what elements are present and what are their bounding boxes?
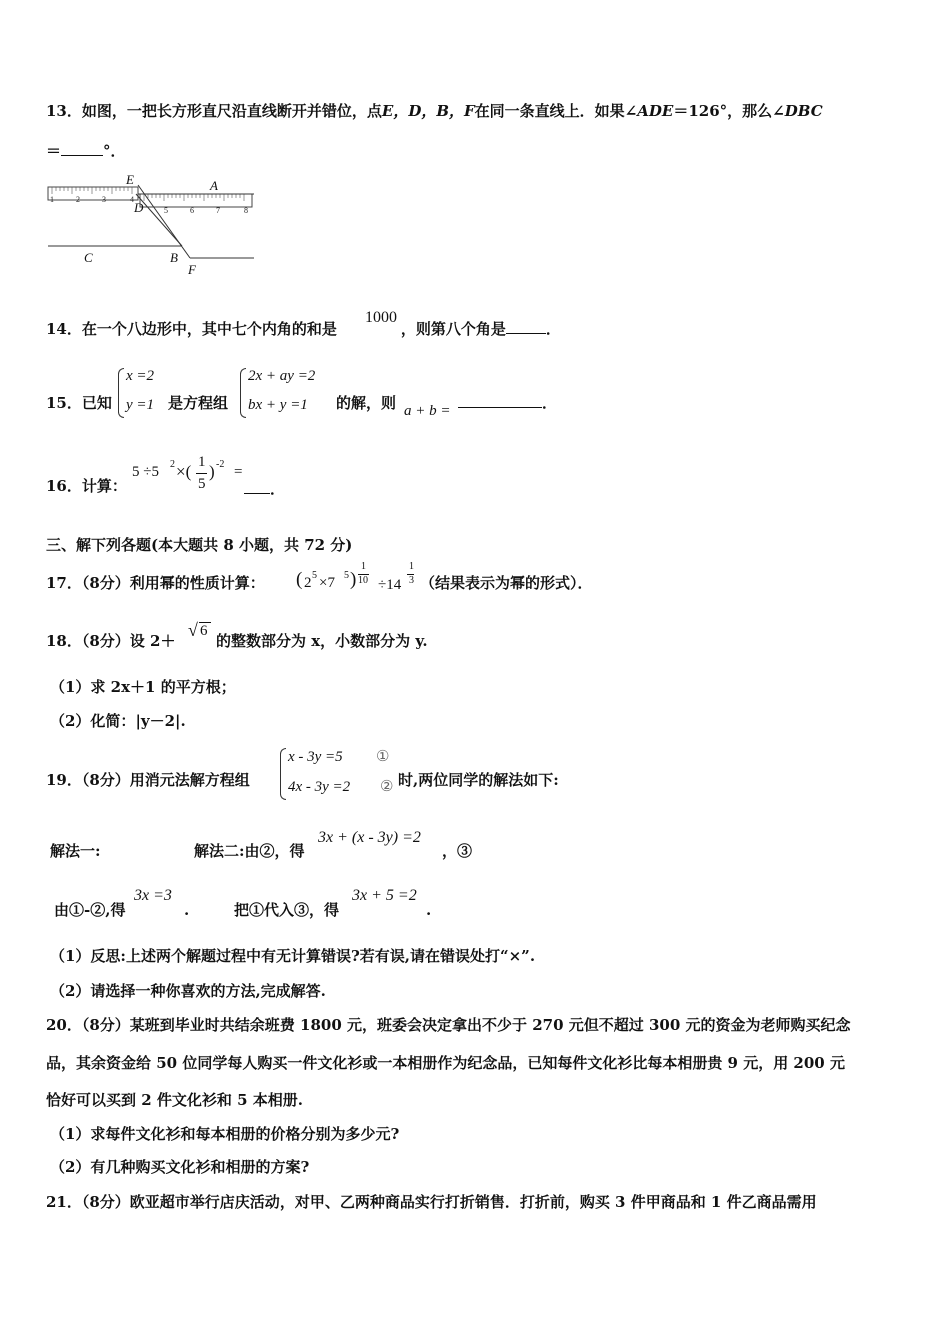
- ruler-figure: [44, 170, 260, 280]
- q17-outer-num: 1: [361, 561, 366, 572]
- q17-label: 17．（8分）利用幂的性质计算：: [46, 574, 265, 592]
- point-label-c: C: [84, 250, 93, 265]
- q17-exp2: 5: [344, 570, 349, 581]
- q17-outer-den: 10: [358, 575, 368, 586]
- tick-label: 3: [102, 195, 106, 204]
- q19-method2-tail: ，③: [442, 842, 473, 860]
- point-label-a: A: [210, 178, 218, 193]
- q16-expr-b: ×(: [176, 462, 192, 481]
- q20-line2: 品，其余资金给 50 位同学每人购买一件文化衫或一本相册作为纪念品，已知每件文化衫比每本相册贵 9 元，用 200 元: [46, 1054, 845, 1072]
- answer-blank: [506, 319, 546, 334]
- q21-line1: 21．（8分）欧亚超市举行店庆活动，对甲、乙两种商品实行打折销售．打折前，购买 3 件甲商品和 1 件乙商品需用: [46, 1193, 817, 1211]
- q19-circle2: ②: [380, 779, 394, 795]
- left-brace: [240, 368, 246, 418]
- point-label-d: D: [134, 200, 144, 215]
- q15-prefix: 15．已知: [46, 394, 112, 412]
- q16-expr-d: =: [234, 464, 243, 480]
- q19-step2: 把①代入③，得: [234, 901, 340, 919]
- q19-part2: （2）请选择一种你喜欢的方法,完成解答.: [50, 982, 326, 1000]
- q18-tail: 的整数部分为 x，小数部分为 y.: [216, 632, 428, 650]
- q17-exp1: 5: [312, 570, 317, 581]
- q15-expr: a + b =: [404, 403, 451, 419]
- left-brace: [280, 748, 286, 800]
- answer-blank: [458, 393, 542, 408]
- q16-exp-a: 2: [170, 459, 175, 470]
- q15-eq1: 2x + ay =2: [248, 368, 316, 384]
- point-label-f: F: [188, 262, 196, 277]
- q15-tail: 的解，则: [336, 394, 397, 412]
- q20-part2: （2）有几种购买文化衫和相册的方案?: [50, 1158, 310, 1176]
- q16-expr-c: ): [209, 462, 215, 481]
- sqrt-sign: √: [188, 620, 198, 640]
- q17-exp3-den: 3: [409, 575, 414, 586]
- q19-step2-end: .: [426, 901, 432, 919]
- q17-div: ÷14: [378, 577, 402, 593]
- q19-circle1: ①: [376, 749, 390, 765]
- q19-step1-expr: 3x =3: [134, 887, 172, 904]
- q19-method1: 解法一:: [50, 842, 101, 860]
- q17-paren-close: ): [350, 569, 357, 590]
- q19-eq1: x - 3y =5: [288, 749, 343, 765]
- q19-method2-expr: 3x + (x - 3y) =2: [318, 829, 421, 846]
- q19-tail: 时,两位同学的解法如下:: [398, 771, 559, 789]
- tick-label: 5: [164, 206, 168, 215]
- tick-label: 6: [190, 206, 194, 215]
- q16-answer: ．: [244, 479, 285, 499]
- q20-line1: 20．（8分）某班到毕业时共结余班费 1800 元，班委会决定拿出不少于 270 元但不超过 300 元的资金为老师购买纪念: [46, 1016, 851, 1034]
- q18-part2: （2）化简：|y－2|.: [50, 712, 186, 730]
- point-label-e: E: [126, 172, 134, 187]
- tick-label: 4: [130, 195, 134, 204]
- q15-mid: 是方程组: [168, 394, 229, 412]
- tick-label: 1: [50, 195, 54, 204]
- q16-frac-den: 5: [198, 476, 206, 492]
- q15-answer: ．: [458, 393, 557, 413]
- q16-frac-num: 1: [198, 454, 206, 470]
- section-heading: 三、解下列各题(本大题共 8 小题，共 72 分): [46, 536, 353, 554]
- q17-base1: 2: [304, 575, 312, 591]
- q19-part1: （1）反思:上述两个解题过程中有无计算错误?若有误,请在错误处打“×”.: [50, 947, 536, 965]
- q13-line1: 13．如图，一把长方形直尺沿直线断开并错位，点E，D，B，F在同一条直线上．如果∠ADE＝126°，那么∠DBC: [46, 102, 823, 120]
- q20-part1: （1）求每件文化衫和每本相册的价格分别为多少元?: [50, 1125, 400, 1143]
- left-brace: [118, 368, 124, 418]
- q15-x-eq: x =2: [126, 368, 155, 384]
- q16-expr-a: 5 ÷5: [132, 464, 159, 480]
- tick-label: 8: [244, 206, 248, 215]
- q19-step1-end: .: [184, 901, 190, 919]
- q18-label: 18．（8分）设 2＋: [46, 632, 176, 650]
- q13-line2: ＝ °．: [46, 142, 126, 160]
- tick-label: 7: [216, 206, 220, 215]
- q17-paren-open: (: [296, 569, 303, 590]
- point-label-b: B: [170, 250, 178, 265]
- q19-eq2: 4x - 3y =2: [288, 779, 351, 795]
- q17-tail: （结果表示为幂的形式）．: [420, 574, 593, 592]
- tick-label: 2: [76, 195, 80, 204]
- answer-blank: [61, 141, 103, 156]
- q19-method2: 解法二:由②，得: [194, 842, 305, 860]
- answer-blank: [244, 479, 270, 494]
- q15-eq2: bx + y =1: [248, 397, 308, 413]
- q19-step1: 由①-②,得: [54, 901, 126, 919]
- q17-times: ×7: [319, 575, 335, 591]
- q14-value: 1000: [365, 309, 397, 326]
- q16-label: 16．计算：: [46, 477, 127, 495]
- q20-line3: 恰好可以买到 2 件文化衫和 5 本相册.: [46, 1091, 303, 1109]
- q18-part1: （1）求 2x＋1 的平方根；: [50, 678, 236, 696]
- q15-y-eq: y =1: [126, 397, 155, 413]
- q19-step2-expr: 3x + 5 =2: [352, 887, 417, 904]
- q16-exp-c: -2: [216, 459, 225, 470]
- q17-exp3-num: 1: [409, 561, 414, 572]
- q18-root: 6: [200, 623, 208, 639]
- q14-text: 14．在一个八边形中，其中七个内角的和是 ，则第八个角是 ．: [46, 320, 561, 338]
- q19-label: 19．（8分）用消元法解方程组: [46, 771, 250, 789]
